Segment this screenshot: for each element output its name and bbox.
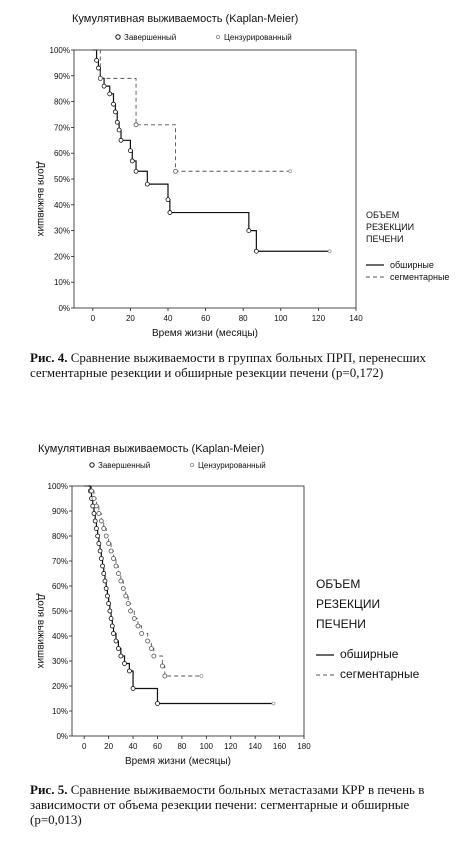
legend-item-label: обширные — [340, 647, 399, 661]
censored-marker — [200, 675, 203, 678]
event-marker — [98, 76, 102, 80]
event-marker — [107, 542, 111, 546]
y-tick-label: 0% — [58, 304, 70, 313]
event-marker — [131, 687, 135, 691]
event-marker — [102, 84, 106, 88]
event-marker — [113, 110, 117, 114]
y-tick-label: 100% — [49, 46, 70, 55]
legend-label-complete: Завершенный — [124, 33, 177, 42]
x-tick-label: 100 — [274, 314, 288, 323]
event-marker — [108, 92, 112, 96]
caption-label: Рис. 4. — [30, 350, 68, 365]
survival-chart-fig4 — [0, 0, 476, 348]
event-marker — [112, 557, 116, 561]
legend-title-line: ПЕЧЕНИ — [366, 234, 404, 244]
event-marker — [108, 609, 112, 613]
y-tick-label: 90% — [51, 507, 68, 516]
event-marker — [97, 512, 101, 516]
event-marker — [121, 587, 125, 591]
series-line-сегментарные — [84, 486, 201, 676]
x-tick-label: 40 — [128, 742, 138, 751]
event-marker — [114, 564, 118, 568]
event-marker — [163, 674, 167, 678]
event-marker — [247, 229, 251, 233]
event-marker — [145, 182, 149, 186]
event-marker — [103, 579, 107, 583]
event-marker — [99, 557, 103, 561]
event-marker — [114, 639, 118, 643]
legend-title-line: ОБЪЕМ — [366, 210, 400, 220]
event-marker — [127, 669, 131, 673]
event-marker — [94, 527, 98, 531]
event-marker — [119, 654, 123, 658]
y-tick-label: 10% — [53, 278, 70, 288]
event-marker — [109, 617, 113, 621]
x-tick-label: 0 — [90, 314, 96, 323]
event-marker — [116, 572, 120, 576]
chart-title: Кумулятивная выживаемость (Kaplan-Meier) — [38, 443, 265, 455]
figure-5 — [0, 430, 476, 780]
event-marker — [119, 138, 123, 142]
event-marker — [132, 617, 136, 621]
legend-marker-censored — [190, 463, 193, 466]
x-tick-label: 80 — [177, 742, 187, 751]
y-tick-label: 0% — [56, 732, 68, 741]
x-tick-label: 100 — [199, 742, 213, 751]
event-marker — [101, 564, 105, 568]
event-marker — [168, 211, 172, 215]
y-tick-label: 10% — [51, 707, 68, 716]
event-marker — [119, 579, 123, 583]
event-marker — [152, 654, 156, 658]
series-line-сегментарные — [93, 50, 290, 171]
event-marker — [155, 702, 159, 706]
event-marker — [102, 572, 106, 576]
event-marker — [146, 639, 150, 643]
x-tick-label: 120 — [224, 742, 238, 751]
event-marker — [124, 594, 128, 598]
censored-marker — [328, 250, 331, 253]
y-tick-label: 40% — [51, 632, 68, 641]
x-tick-label: 140 — [349, 314, 363, 323]
event-marker — [95, 58, 99, 62]
legend-title-line: РЕЗЕКЦИИ — [316, 597, 381, 611]
event-marker — [96, 534, 100, 538]
event-marker — [105, 594, 109, 598]
event-marker — [134, 123, 138, 127]
y-tick-label: 100% — [47, 482, 68, 491]
event-marker — [102, 527, 106, 531]
event-marker — [94, 504, 98, 508]
event-marker — [107, 602, 111, 606]
legend-item-label: обширные — [390, 260, 434, 270]
event-marker — [90, 489, 94, 493]
event-marker — [104, 534, 108, 538]
x-tick-label: 60 — [201, 314, 211, 323]
event-marker — [99, 519, 103, 523]
x-tick-label: 20 — [125, 314, 135, 323]
plot-frame — [74, 50, 356, 308]
event-marker — [110, 624, 114, 628]
event-marker — [140, 632, 144, 636]
chart-title: Кумулятивная выживаемость (Kaplan-Meier) — [72, 13, 299, 25]
x-tick-label: 80 — [238, 314, 248, 323]
legend-marker-complete — [90, 463, 94, 467]
event-marker — [92, 512, 96, 516]
event-marker — [96, 66, 100, 70]
event-marker — [97, 542, 101, 546]
event-marker — [130, 159, 134, 163]
caption-fig5 — [30, 782, 460, 827]
y-tick-label: 50% — [53, 175, 70, 184]
event-marker — [115, 120, 119, 124]
y-tick-label: 70% — [53, 123, 70, 133]
x-axis-label: Время жизни (месяцы) — [151, 328, 259, 339]
event-marker — [134, 169, 138, 173]
event-marker — [174, 169, 178, 173]
event-marker — [104, 587, 108, 591]
event-marker — [123, 662, 127, 666]
legend-marker-censored — [216, 35, 219, 38]
event-marker — [93, 519, 97, 523]
x-tick-label: 180 — [297, 742, 311, 751]
legend-title-line: ПЕЧЕНИ — [316, 617, 366, 631]
y-tick-label: 20% — [51, 682, 68, 691]
event-marker — [160, 664, 164, 668]
x-tick-label: 20 — [104, 742, 114, 751]
legend-item-label: сегментарные — [340, 667, 420, 681]
caption-label: Рис. 5. — [30, 782, 68, 797]
legend-title-line: РЕЗЕКЦИИ — [366, 222, 415, 232]
figure-4 — [0, 0, 476, 348]
censored-marker — [289, 170, 292, 173]
x-tick-label: 60 — [153, 742, 162, 751]
x-axis-label: Время жизни (месяцы) — [124, 756, 232, 767]
y-axis-label: Доля выживших — [35, 593, 46, 669]
legend-label-censored: Цензурированный — [224, 33, 292, 42]
x-tick-label: 120 — [311, 314, 326, 323]
event-marker — [166, 198, 170, 202]
event-marker — [129, 609, 133, 613]
y-tick-label: 80% — [53, 97, 70, 107]
legend-title-line: ОБЪЕМ — [316, 577, 361, 591]
survival-chart-fig5 — [0, 430, 476, 780]
y-tick-label: 30% — [51, 657, 68, 666]
event-marker — [136, 624, 140, 628]
caption-fig4 — [30, 350, 460, 380]
event-marker — [126, 602, 130, 606]
censored-marker — [272, 702, 275, 705]
event-marker — [109, 549, 113, 553]
y-tick-label: 50% — [51, 607, 68, 616]
legend-label-complete: Завершенный — [98, 461, 151, 470]
y-tick-label: 40% — [53, 200, 70, 210]
legend-marker-complete — [116, 35, 120, 39]
event-marker — [92, 497, 96, 501]
event-marker — [116, 647, 120, 651]
event-marker — [128, 149, 132, 153]
y-tick-label: 90% — [53, 71, 70, 81]
legend-item-label: сегментарные — [390, 272, 450, 282]
x-tick-label: 40 — [163, 314, 173, 323]
event-marker — [111, 102, 115, 106]
y-tick-label: 20% — [53, 252, 70, 262]
y-tick-label: 30% — [53, 226, 70, 236]
y-tick-label: 60% — [51, 582, 68, 591]
plot-frame — [72, 486, 304, 736]
event-marker — [149, 647, 153, 651]
caption-text: Сравнение выживаемости больных метастазами КРР в печень в зависимости от объема резекции печени: сегментарные и обширные (p=0,013) — [30, 782, 425, 827]
series-line-обширные — [84, 486, 273, 704]
y-tick-label: 70% — [51, 557, 68, 566]
caption-text: Сравнение выживаемости в группах больных ПРП, перенесших сегментарные резекции и обширные резекции печени (p=0,172) — [30, 350, 427, 380]
y-axis-label: Доля выживших — [35, 161, 46, 237]
event-marker — [117, 128, 121, 132]
event-marker — [98, 549, 102, 553]
x-tick-label: 140 — [248, 742, 262, 751]
y-tick-label: 80% — [51, 532, 68, 541]
legend-label-censored: Цензурированный — [198, 461, 266, 470]
event-marker — [112, 632, 116, 636]
x-tick-label: 0 — [81, 742, 87, 751]
x-tick-label: 160 — [272, 742, 287, 751]
y-tick-label: 60% — [53, 149, 70, 159]
event-marker — [254, 249, 258, 253]
